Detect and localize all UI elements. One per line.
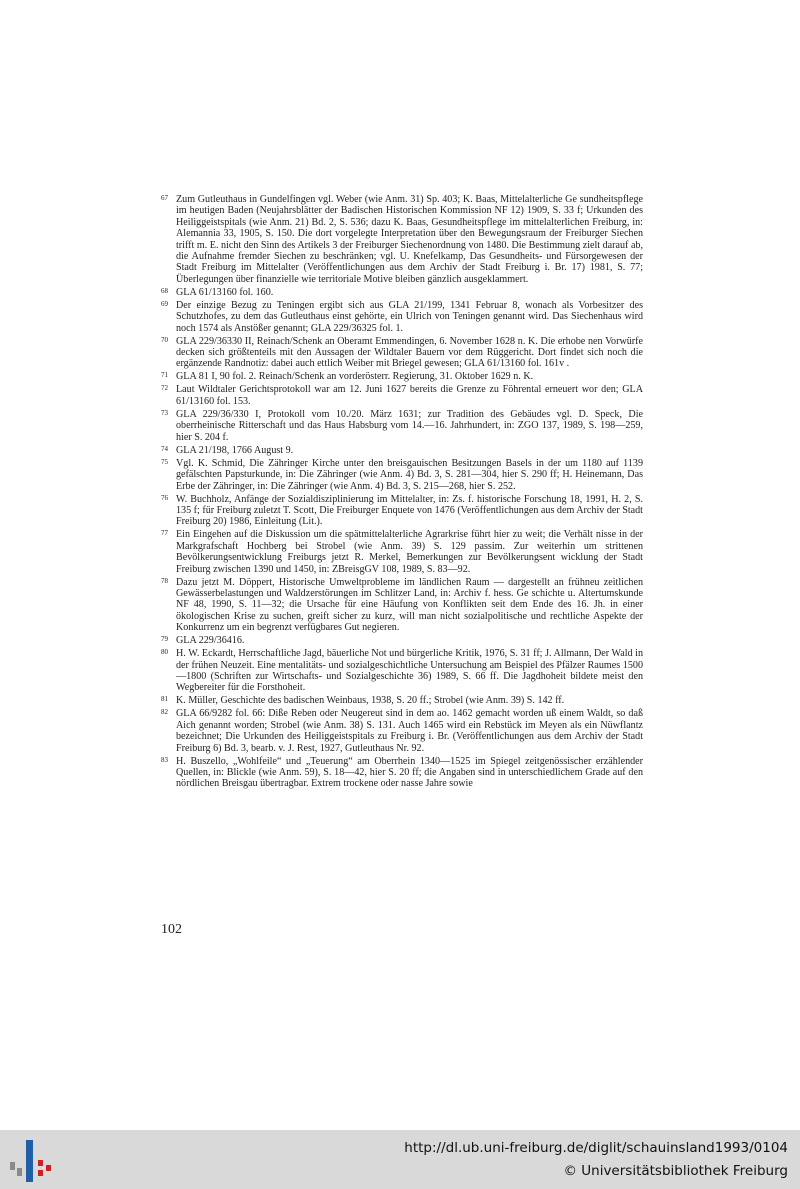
footnote-text: GLA 21/198, 1766 August 9. bbox=[176, 444, 294, 456]
logo-blue-bar bbox=[26, 1140, 33, 1182]
footnote-text: Ein Eingehen auf die Diskussion um die spätmittelalterliche Agrarkrise führt hier zu weit; die Verhält nisse in der Markgrafschaft Hochberg bei Strobel (wie Anm. 39) S. 129 passim. Zur weiterhin um strittenen Bevölkerungsentwicklung Freiburgs jetzt R. Merkel, Bemerkungen zur Bevölkerungsent wicklung der Stadt Freiburg zwischen 1390 und 1450, in: ZBreisgGV 108, 1989, S. 83—92. bbox=[176, 529, 643, 575]
footnote bbox=[161, 336, 643, 370]
footnote bbox=[161, 300, 643, 334]
footnotes bbox=[161, 194, 643, 791]
footnote bbox=[161, 648, 643, 694]
footnote bbox=[161, 445, 643, 456]
footnote bbox=[161, 708, 643, 754]
footnote-number: 77 bbox=[161, 529, 168, 538]
footnote-number: 75 bbox=[161, 457, 168, 466]
logo-gray-mid bbox=[17, 1168, 22, 1176]
footnote-text: GLA 229/36/330 I, Protokoll vom 10./20. März 1631; zur Tradition des Gebäudes vgl. D. Speck, Die oberrheinische Ritterschaft und das Haus Habsburg vom 14.—16. Jahrhundert, in: ZGO 137, 1989, S. 198—259, hier S. 204 f. bbox=[176, 408, 643, 443]
footnote-number: 72 bbox=[161, 384, 168, 393]
footnote-text: H. Buszello, „Wohlfeile“ und „Teuerung“ am Oberrhein 1340—1525 im Spiegel zeitgenössischer erzählender Quellen, in: Blickle (wie Anm. 59), S. 18—42, hier S. 20 ff; die Angaben sind in unterschiedlichem Grade auf den nördlichen Breisgau übertragbar. Extrem trockene oder nasse Jahre sowie bbox=[176, 755, 643, 790]
footnote bbox=[161, 194, 643, 285]
logo-red-bar bbox=[38, 1160, 43, 1166]
footnote-text: K. Müller, Geschichte des badischen Weinbaus, 1938, S. 20 ff.; Strobel (wie Anm. 39) S. 142 ff. bbox=[176, 695, 565, 707]
footnote-text: GLA 229/36330 II, Reinach/Schenk an Oberamt Emmendingen, 6. November 1628 n. K. Die erhobe nen Vorwürfe decken sich größtenteils mit den Aussagen der Wildtaler Bauern vor dem Rüggericht. Dort findet sich noch die ergänzende Randnotiz: dabei auch ettlich Weiber mit Briegel gewesen; GLA 61/13160 fol. 161v . bbox=[176, 335, 643, 370]
footnote bbox=[161, 635, 643, 646]
footnote-text: GLA 66/9282 fol. 66: Diße Reben oder Neugereut sind in dem ao. 1462 gemacht worden uß einem Waldt, so daß Aich genannt worden; Strobel (wie Anm. 38) S. 131. Auch 1465 wird ein Rebstück im Meyen als ein Nüwflantz bezeichnet; Die Urkunden des Heiliggeistspitals zu Freiburg i. Br. (Veröffentlichungen aus dem Archiv der Stadt Freiburg 6) Bd. 3, bearb. v. J. Rest, 1927, Gutleuthaus Nr. 92. bbox=[176, 708, 643, 754]
footnote-number: 69 bbox=[161, 299, 168, 308]
footnote-number: 78 bbox=[161, 576, 168, 585]
footnote-number: 74 bbox=[161, 444, 168, 453]
footnote bbox=[161, 695, 643, 706]
footnote-number: 76 bbox=[161, 493, 168, 502]
copyright-text: © Universitätsbibliothek Freiburg bbox=[563, 1163, 788, 1179]
footnote-number: 81 bbox=[161, 695, 168, 704]
footnote-text: W. Buchholz, Anfänge der Sozialdisziplinierung im Mittelalter, in: Zs. f. historische Forschung 18, 1991, H. 2, S. 135 f; für Freiburg zuletzt T. Scott, Die Freiburger Enquete von 1476 (Veröffentlichungen aus dem Archiv der Stadt Freiburg 20) 1986, Einleitung (Lit.). bbox=[176, 493, 643, 528]
footnote-text: H. W. Eckardt, Herrschaftliche Jagd, bäuerliche Not und bürgerliche Kritik, 1976, S. 31 ff; J. Allmann, Der Wald in der frühen Neuzeit. Eine mentalitäts- und sozialgeschichtliche Untersuchung am Beispiel des Pfälzer Raumes 1500—1800 (Schriften zur Wirtschafts- und Sozialgeschichte 36) 1989, S. 66 ff. Die Jagdhoheit bildete meist den Wegbereiter für die Forsthoheit. bbox=[176, 648, 643, 694]
footnote-number: 82 bbox=[161, 708, 168, 717]
footnote-text: GLA 81 I, 90 fol. 2. Reinach/Schenk an vorderösterr. Regierung, 31. Oktober 1629 n. K. bbox=[176, 371, 534, 383]
logo-red-bar bbox=[46, 1165, 51, 1171]
footer-bar bbox=[0, 1130, 800, 1189]
footnote-number: 71 bbox=[161, 371, 168, 380]
logo-gray-left bbox=[10, 1162, 15, 1170]
footnote-text: Laut Wildtaler Gerichtsprotokoll war am 12. Juni 1627 bereits die Grenze zu Föhrental erneuert wor den; GLA 61/13160 fol. 153. bbox=[176, 384, 643, 407]
footnote-text: GLA 229/36416. bbox=[176, 635, 245, 647]
logo-red-bar bbox=[38, 1170, 43, 1176]
footnote bbox=[161, 756, 643, 790]
footnote bbox=[161, 287, 643, 298]
footnote bbox=[161, 384, 643, 407]
footnote-number: 70 bbox=[161, 335, 168, 344]
footnote-number: 68 bbox=[161, 286, 168, 295]
footnote-text: Vgl. K. Schmid, Die Zähringer Kirche unter den breisgauischen Besitzungen Basels in der um 1180 auf 1139 gefälschten Papsturkunde, in: Die Zähringer (wie Anm. 4) Bd. 3, S. 281—304, hier S. 290 ff; H. Heinemann, Das Erbe der Zähringer, in: Die Zähringer (wie Anm. 4) Bd. 3, S. 215—268, hier S. 252. bbox=[176, 457, 643, 492]
footnote-text: Dazu jetzt M. Döppert, Historische Umweltprobleme im ländlichen Raum — dargestellt an frühneu zeitlichen Gewässerbelastungen und Waldzerstörungen im Schlitzer Land, in: Archiv f. hess. Ge schichte u. Altertumskunde NF 48, 1990, S. 11—32; die Ursache für eine Häufung von Konflikten seit dem Ende des 16. Jh. in einer ökologischen Krise zu suchen, greift sicher zu kurz, will man nicht sozialpolitische und rechtliche Aspekte der Konkurrenz um ein begrenzt verfügbares Gut negieren. bbox=[176, 576, 643, 634]
source-url[interactable]: http://dl.ub.uni-freiburg.de/diglit/schauinsland1993/0104 bbox=[404, 1140, 788, 1156]
footnote-text: GLA 61/13160 fol. 160. bbox=[176, 286, 274, 298]
footnote-number: 80 bbox=[161, 648, 168, 657]
library-logo-icon bbox=[8, 1138, 54, 1184]
footnote bbox=[161, 458, 643, 492]
page-number: 102 bbox=[161, 922, 182, 937]
footnote-number: 73 bbox=[161, 408, 168, 417]
footnote bbox=[161, 529, 643, 575]
footnote-text: Zum Gutleuthaus in Gundelfingen vgl. Weber (wie Anm. 31) Sp. 403; K. Baas, Mittelalterliche Ge sundheitspflege im heutigen Baden (Neujahrsblätter der Badischen Historischen Kommission NF 12) 1909, S. 33 f; Urkunden des Heiliggeistspitals (wie Anm. 21) Bd. 2, S. 536; dazu K. Baas, Gesundheitspflege im mittelalterlichen Freiburg, in: Alemannia 33, 1905, S. 150. Die dort vorgelegte Interpretation über den Bewegungsraum der Freiburger Siechen trifft m. E. nicht den Sinn des Artikels 3 der Freiburger Siechenordnung von 1480. Die Bestimmung zielt darauf ab, die Aufnahme fremder Siechen zu beschränken; vgl. U. Knefelkamp, Das Gesundheits- und Fürsorgewesen der Stadt Freiburg im Mittelalter (Veröffentlichungen aus dem Archiv der Stadt Freiburg i. Br. 17) 1981, S. 77; Überlegungen über finanzielle wie territoriale Motive bleiben gänzlich ausgeklammert. bbox=[176, 194, 643, 285]
footnote-text: Der einzige Bezug zu Teningen ergibt sich aus GLA 21/199, 1341 Februar 8, wonach als Vorbesitzer des Schutzhofes, zu dem das Gutleuthaus einst gehörte, ein Ulrich von Teningen genannt wird. Das Siechenhaus wird noch 1574 als Anstößer genannt; GLA 229/36325 fol. 1. bbox=[176, 299, 643, 334]
footnote bbox=[161, 494, 643, 528]
footnote bbox=[161, 409, 643, 443]
footnote-number: 67 bbox=[161, 194, 168, 202]
footnote-number: 79 bbox=[161, 635, 168, 644]
footnote-number: 83 bbox=[161, 755, 168, 764]
footnote bbox=[161, 371, 643, 382]
footnote bbox=[161, 577, 643, 634]
